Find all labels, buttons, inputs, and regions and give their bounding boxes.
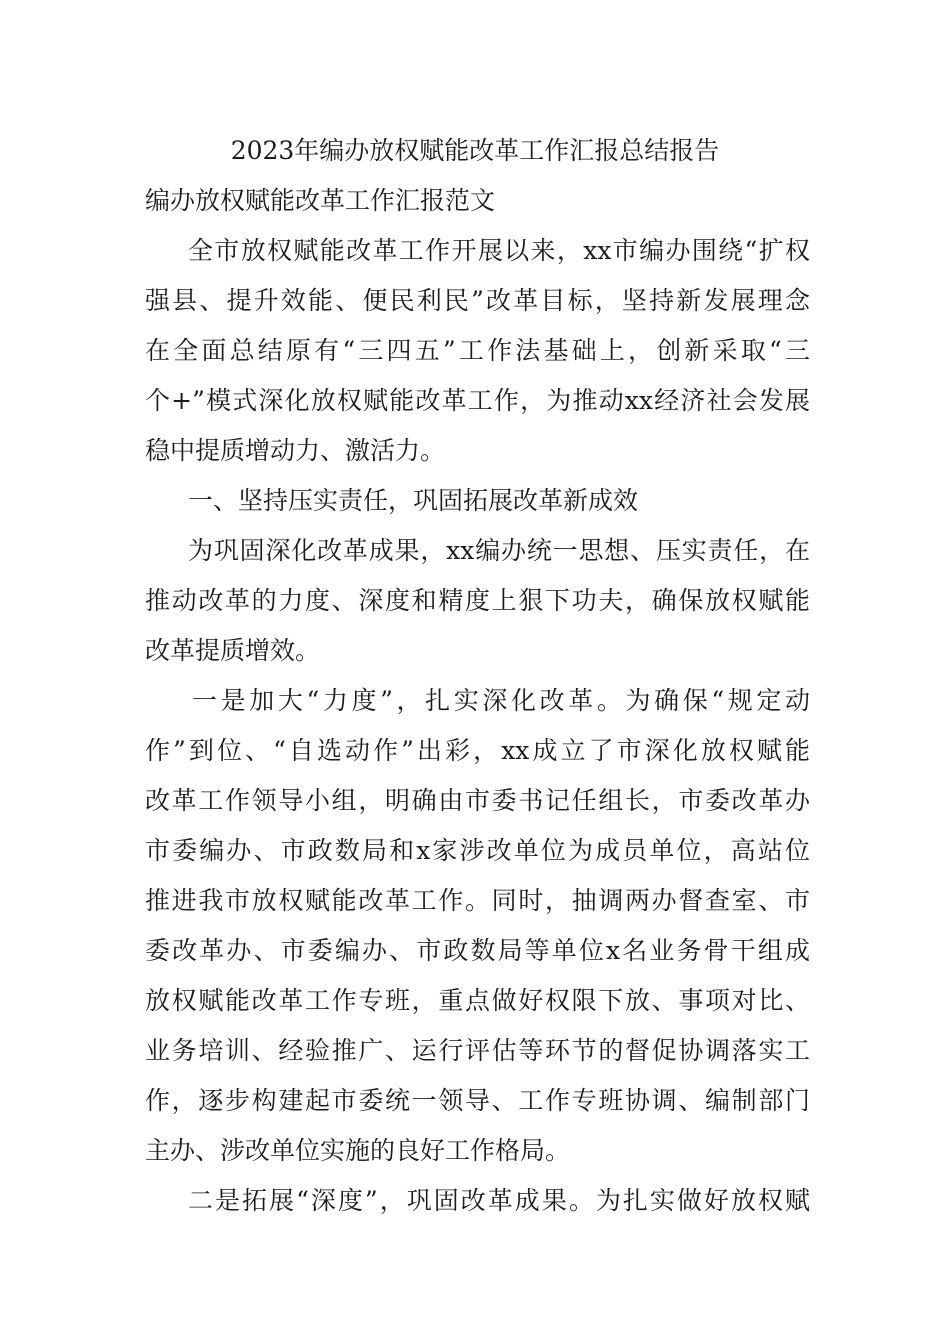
document-subtitle: 编办放权赋能改革工作汇报范文	[145, 186, 496, 215]
section-heading: 一、坚持压实责任，巩固拓展改革新成效	[188, 486, 639, 515]
paragraph-line: 全市放权赋能改革工作开展以来，xx市编办围绕“扩权	[188, 236, 810, 265]
paragraph-line: 放权赋能改革工作专班，重点做好权限下放、事项对比、	[145, 986, 810, 1015]
paragraph-line: 稳中提质增动力、激活力。	[145, 436, 446, 465]
paragraph-line: 个+”模式深化放权赋能改革工作，为推动xx经济社会发展	[145, 386, 810, 415]
paragraph-line: 推进我市放权赋能改革工作。同时，抽调两办督查室、市	[145, 886, 810, 915]
paragraph-line: 在全面总结原有“三四五”工作法基础上，创新采取“三	[145, 336, 810, 365]
paragraph-line: 委改革办、市委编办、市政数局等单位x名业务骨干组成	[145, 936, 810, 965]
paragraph-line: 改革工作领导小组，明确由市委书记任组长，市委改革办	[145, 786, 810, 815]
paragraph-line: 市委编办、市政数局和x家涉改单位为成员单位，高站位	[145, 836, 810, 865]
paragraph-line: 二是拓展“深度”，巩固改革成果。为扎实做好放权赋	[188, 1186, 810, 1215]
paragraph-line: 业务培训、经验推广、运行评估等环节的督促协调落实工	[145, 1036, 810, 1065]
paragraph-line: 主办、涉改单位实施的良好工作格局。	[145, 1136, 571, 1165]
paragraph-line: 作”到位、“自选动作”出彩，xx成立了市深化放权赋能	[145, 736, 810, 765]
paragraph-line: 一是加大“力度”，扎实深化改革。为确保“规定动	[192, 686, 810, 715]
paragraph-line: 推动改革的力度、深度和精度上狠下功夫，确保放权赋能	[145, 586, 810, 615]
paragraph-line: 为巩固深化改革成果，xx编办统一思想、压实责任，在	[188, 536, 810, 565]
paragraph-line: 强县、提升效能、便民利民”改革目标，坚持新发展理念	[145, 286, 810, 315]
paragraph-line: 改革提质增效。	[145, 636, 321, 665]
document-title: 2023年编办放权赋能改革工作汇报总结报告	[230, 136, 720, 165]
paragraph-line: 作，逐步构建起市委统一领导、工作专班协调、编制部门	[145, 1086, 810, 1115]
